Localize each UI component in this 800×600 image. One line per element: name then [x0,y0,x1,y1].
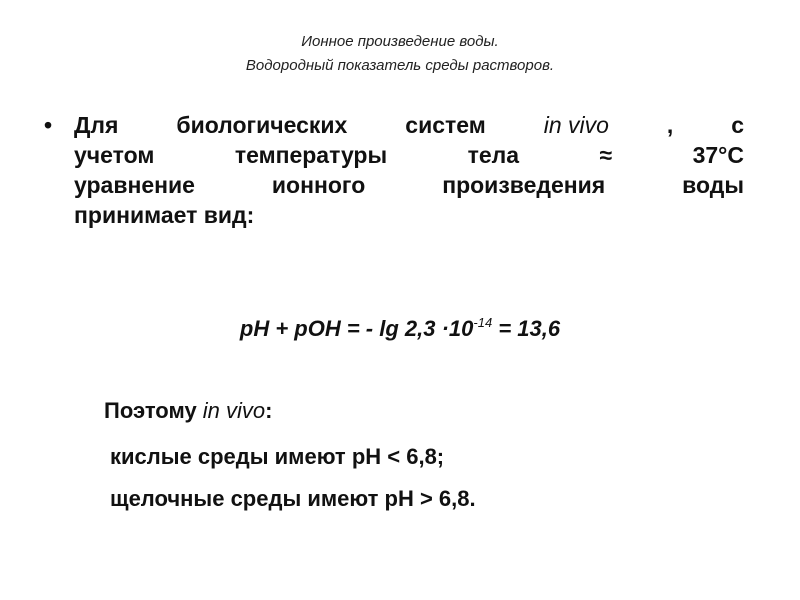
bullet-word: с [731,112,744,138]
bullet-word: принимает вид: [74,202,255,228]
formula-right: = 13,6 [492,316,561,341]
conclusion-prefix: Поэтому [104,398,203,423]
bullet-line-4 [74,200,744,230]
bullet-block [44,110,744,230]
bullet-word: систем [405,112,486,138]
bullet-word: Для [74,112,119,138]
bullet-word: биологических [176,112,348,138]
bullet-line-1 [74,110,744,140]
ph-formula [0,308,800,344]
bullet-text [74,110,744,230]
conclusion-suffix: : [265,398,273,423]
slide-title [0,30,800,78]
bullet-word-italic: in vivo [543,112,609,138]
bullet-line-2 [74,140,744,170]
title-line-1: Ионное произведение воды. [301,33,499,50]
bullet-word: ионного [271,172,366,198]
acidic-media-line: кислые среды имеют pH < 6,8; [110,444,445,469]
bullet-word: воды [682,172,744,198]
bullet-word: тела [467,142,520,168]
conclusion-heading [104,396,272,426]
bullet-line-3 [74,170,744,200]
alkaline-media-line: щелочные среды имеют pH > 6,8. [110,486,476,511]
bullet-word: учетом [74,142,155,168]
temperature-value: 37°С [692,142,744,168]
conclusion-italic: in vivo [202,398,266,423]
bullet-icon: • [44,112,53,138]
formula-left: pH + pOH = - lg 2,3 ·10 [239,316,474,341]
bullet-word: температуры [234,142,388,168]
formula-exponent: -14 [473,315,493,330]
bullet-word: уравнение [74,172,195,198]
bullet-word: произведения [442,172,606,198]
approx-sign: ≈ [599,142,613,168]
title-line-2: Водородный показатель среды растворов. [245,57,555,74]
bullet-word: , [666,112,674,138]
